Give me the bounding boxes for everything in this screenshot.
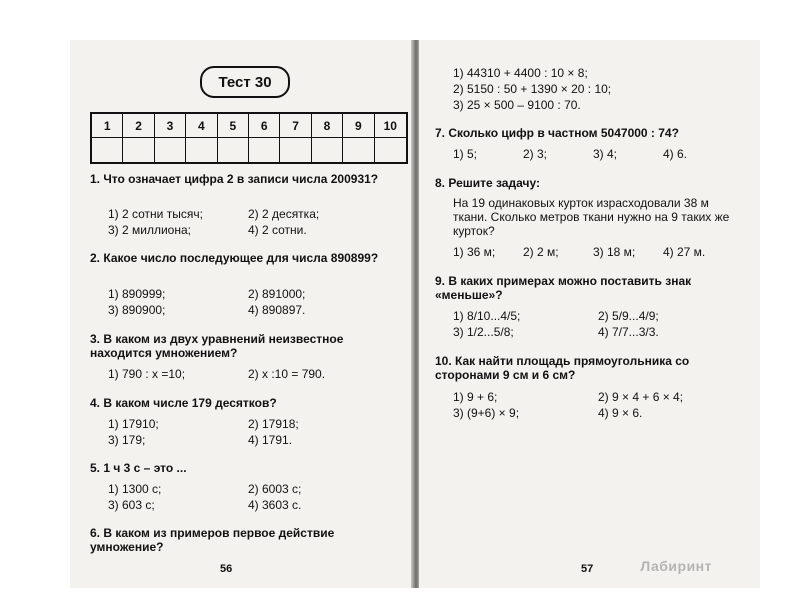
option[interactable]: 2) 2 м; [523,245,559,259]
question-number: 5. [90,461,101,475]
question-7-options [453,147,743,161]
grid-answer-cell [123,138,154,162]
option[interactable]: 2) 2 десятка; [248,207,320,221]
question-9-options [453,309,743,339]
option[interactable]: 2) 3; [523,147,548,161]
option[interactable]: 3) (9+6) × 9; [453,406,520,420]
grid-header-cell: 4 [186,114,217,138]
question-3-options [108,367,388,381]
option[interactable]: 4) 2 сотни. [248,223,307,237]
right-page [419,40,760,588]
option[interactable]: 4) 7/7...3/3. [598,325,659,339]
grid-answer-cell [280,138,311,162]
option[interactable]: 2) 5150 : 50 + 1390 × 20 : 10; [453,82,612,96]
question-text: Какое число последующее для числа 890899? [103,251,379,265]
grid-answer-cell [375,138,406,162]
grid-header-cell: 7 [280,114,311,138]
option[interactable]: 4) 1791. [248,433,293,447]
option[interactable]: 1) 890999; [108,287,166,301]
question-number: 3. [90,332,101,346]
left-page [70,40,413,588]
question-4 [90,396,390,410]
question-text: В каком из двух уравнений неизвестное находится умножением? [90,332,344,360]
question-8-options [453,245,743,259]
question-number: 2. [90,251,101,265]
option[interactable]: 2) 17918; [248,417,299,431]
option[interactable]: 2) x :10 = 790. [248,367,326,381]
question-2 [90,251,390,265]
option[interactable]: 1) 8/10...4/5; [453,309,521,323]
option[interactable]: 2) 891000; [248,287,306,301]
option[interactable]: 2) 9 × 4 + 6 × 4; [598,390,684,404]
grid-header-cell: 9 [343,114,374,138]
option[interactable]: 3) 890900; [108,303,166,317]
option[interactable]: 4) 3603 с. [248,498,302,512]
question-3 [90,332,390,360]
question-1-options [108,207,388,237]
question-text: 1 ч 3 с – это ... [103,461,187,475]
option[interactable]: 3) 25 × 500 – 9100 : 70. [453,98,581,112]
grid-header-cell: 5 [218,114,249,138]
question-2-options [108,287,388,317]
page-number: 56 [220,563,233,575]
test-title: Тест 30 [200,66,290,98]
question-9 [435,274,735,302]
question-text: Как найти площадь прямоугольника со сторонами 9 см и 6 см? [435,354,690,382]
question-10-options [453,390,743,420]
question-1 [90,172,390,186]
question-number: 4. [90,396,101,410]
question-5 [90,461,390,475]
question-8 [435,176,745,190]
option[interactable]: 3) 18 м; [593,245,636,259]
grid-answer-cell [218,138,249,162]
question-number: 9. [435,274,446,288]
option[interactable]: 3) 603 с; [108,498,155,512]
question-number: 10. [435,354,452,368]
question-10 [435,354,745,382]
option[interactable]: 3) 179; [108,433,146,447]
option[interactable]: 2) 5/9...4/9; [598,309,659,323]
option[interactable]: 3) 2 миллиона; [108,223,191,237]
grid-answer-cell [249,138,280,162]
option[interactable]: 4) 890897. [248,303,306,317]
question-7 [435,126,745,140]
grid-answer-cell [92,138,123,162]
option[interactable]: 1) 17910; [108,417,159,431]
grid-answer-cell [312,138,343,162]
question-text: Что означает цифра 2 в записи числа 200931? [103,172,379,186]
question-text: Решите задачу: [448,176,540,190]
option[interactable]: 1) 790 : x =10; [108,367,186,381]
question-5-options [108,482,388,512]
answer-grid [90,112,408,164]
book-spread [70,40,760,588]
grid-header-cell: 8 [312,114,343,138]
option[interactable]: 1) 9 + 6; [453,390,498,404]
grid-header-cell: 10 [375,114,406,138]
option[interactable]: 2) 6003 с; [248,482,302,496]
question-6-options [453,66,743,112]
option[interactable]: 3) 4; [593,147,618,161]
grid-answer-cell [186,138,217,162]
question-6 [90,526,390,554]
watermark-text: Лабиринт [640,558,712,574]
question-text: В каком из примеров первое действие умножение? [90,526,335,554]
grid-header-cell: 1 [92,114,123,138]
question-text: В каком числе 179 десятков? [103,396,277,410]
option[interactable]: 4) 9 × 6. [598,406,643,420]
grid-header-cell: 2 [123,114,154,138]
grid-header-cell: 6 [249,114,280,138]
word-problem: На 19 одинаковых курток израсходовали 38 м ткани. Сколько метров ткани нужно на 9 таких же курток? [453,196,730,238]
grid-answer-cell [343,138,374,162]
option[interactable]: 1) 2 сотни тысяч; [108,207,203,221]
question-number: 7. [435,126,446,140]
option[interactable]: 1) 5; [453,147,478,161]
grid-header-cell: 3 [155,114,186,138]
option[interactable]: 4) 27 м. [663,245,706,259]
option[interactable]: 1) 36 м; [453,245,496,259]
watermark-logo [640,558,712,574]
grid-answer-cell [155,138,186,162]
option[interactable]: 4) 6. [663,147,688,161]
question-number: 6. [90,526,101,540]
page-number: 57 [581,563,594,575]
option[interactable]: 3) 1/2...5/8; [453,325,514,339]
option[interactable]: 1) 44310 + 4400 : 10 × 8; [453,66,588,80]
question-text: В каких примерах можно поставить знак «меньше»? [435,274,692,302]
question-number: 1. [90,172,101,186]
question-number: 8. [435,176,446,190]
option[interactable]: 1) 1300 с; [108,482,162,496]
question-text: Сколько цифр в частном 5047000 : 74? [448,126,679,140]
question-4-options [108,417,388,447]
